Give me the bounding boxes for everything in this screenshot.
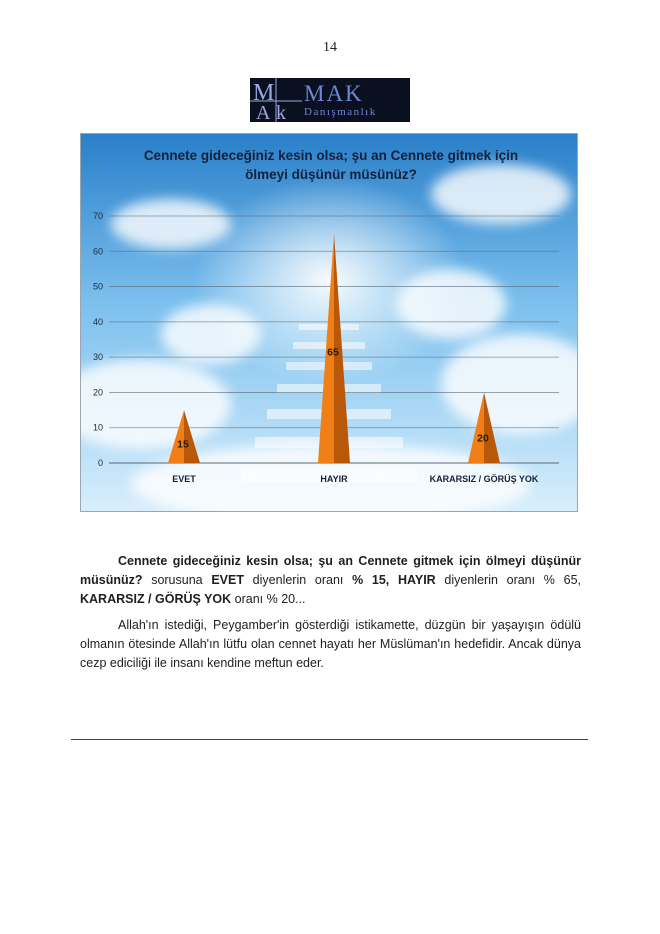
- y-tick-label: 10: [92, 422, 103, 433]
- y-tick-label: 0: [97, 458, 103, 468]
- survey-question: Cennete gideceğiniz kesin olsa; şu an Cennete gitmek için ölmeyi düşünür müsünüz?: [80, 554, 581, 587]
- data-label: 20: [477, 432, 489, 445]
- footer-divider: [71, 739, 588, 740]
- answer-evet: EVET: [211, 573, 244, 587]
- paragraph-text: diyenlerin oranı % 65,: [435, 573, 581, 587]
- company-logo: [250, 78, 410, 122]
- paragraph-text: oranı % 20...: [231, 592, 306, 606]
- svg-text:A: A: [256, 102, 271, 122]
- x-category-label: EVET: [172, 474, 196, 484]
- svg-text:k: k: [276, 102, 286, 122]
- commentary-paragraph: [80, 616, 581, 673]
- x-category-label: HAYIR: [320, 474, 348, 484]
- chart-title: Cennete gideceğiniz kesin olsa; şu an Cennete gitmek için ölmeyi düşünür müsünüz?: [143, 148, 519, 182]
- answer-kararsiz: KARARSIZ / GÖRÜŞ YOK: [80, 592, 232, 606]
- svg-text:M: M: [253, 80, 275, 106]
- logo-monogram: [250, 78, 302, 122]
- y-tick-label: 40: [92, 316, 103, 327]
- logo-subtitle: Danışmanlık: [304, 106, 377, 118]
- y-tick-label: 60: [92, 246, 103, 257]
- result-paragraph: [80, 552, 581, 609]
- logo-title: MAK: [304, 81, 364, 106]
- paragraph-text: diyenlerin oranı: [243, 573, 353, 587]
- data-label: 15: [177, 438, 189, 451]
- answer-hayir: HAYIR: [397, 573, 436, 587]
- paragraph-text: sorusuna: [142, 573, 212, 587]
- y-tick-label: 20: [92, 387, 103, 398]
- y-tick-label: 50: [92, 281, 103, 292]
- commentary-text: Allah'ın istediği, Peygamber'in gösterdiği istikamette, düzgün bir yaşayışın ödülü olmanın ötesinde Allah'ın lütfu olan cennet hayatı her Müslüman'ın hedefidir. Ancak dünya cezp ediciliği ile insanı kendine meftun eder.: [80, 618, 581, 670]
- y-tick-label: 70: [92, 211, 103, 221]
- page-number: 14: [323, 40, 337, 55]
- x-category-label: KARARSIZ / GÖRÜŞ YOK: [429, 474, 539, 484]
- y-tick-label: 30: [92, 352, 103, 363]
- chart-canvas: [81, 134, 577, 511]
- data-label: 65: [327, 346, 339, 359]
- percent-evet: % 15,: [352, 573, 398, 587]
- survey-chart: [80, 133, 578, 512]
